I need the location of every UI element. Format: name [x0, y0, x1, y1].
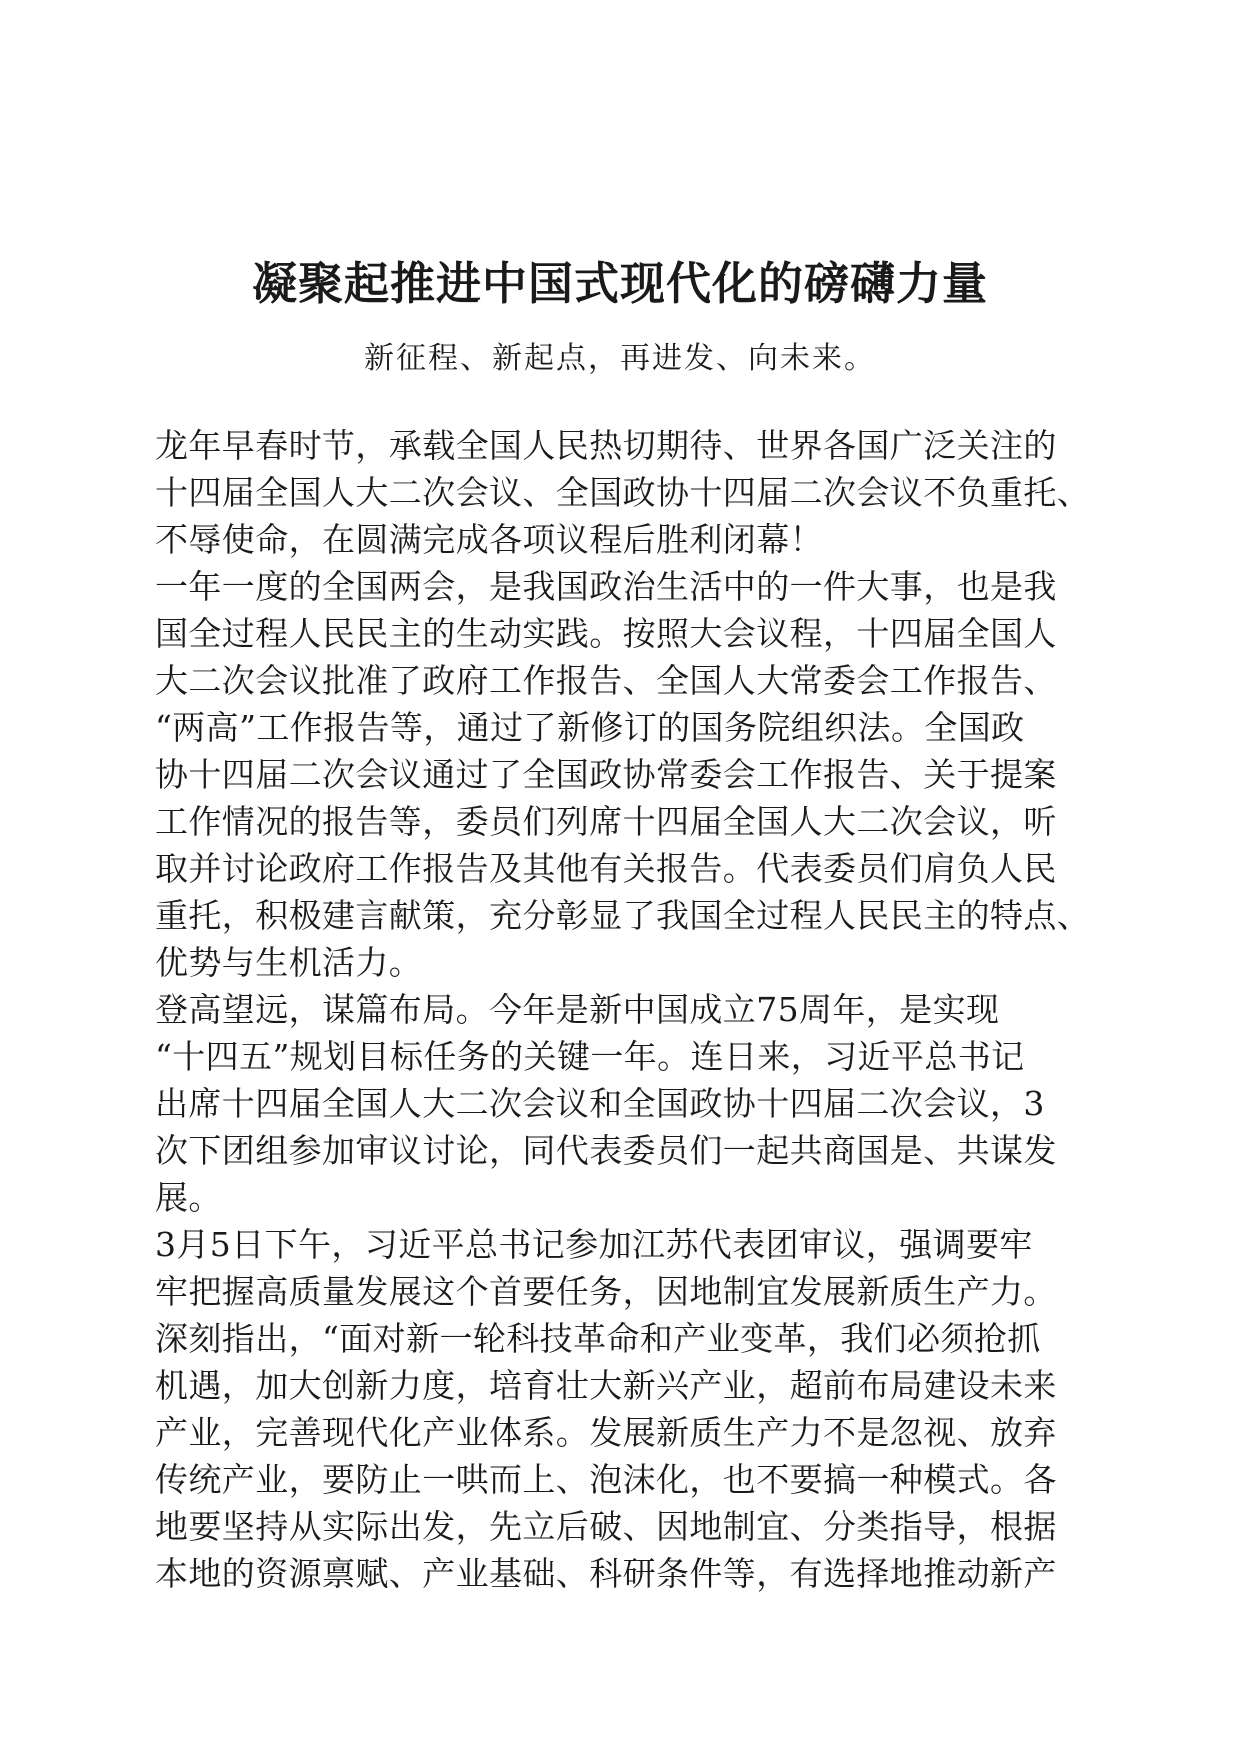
body-line: 本地的资源禀赋、产业基础、科研条件等，有选择地推动新产	[155, 1554, 1057, 1593]
body-line: 3月5日下午，习近平总书记参加江苏代表团审议，强调要牢	[155, 1225, 1033, 1264]
body-line: 十四届全国人大二次会议、全国政协十四届二次会议不负重托、	[155, 473, 1091, 512]
body-line: 传统产业，要防止一哄而上、泡沫化，也不要搞一种模式。各	[155, 1460, 1057, 1499]
body-line: 一年一度的全国两会，是我国政治生活中的一件大事，也是我	[155, 567, 1057, 606]
body-line: 重托，积极建言献策，充分彰显了我国全过程人民民主的特点、	[155, 896, 1091, 935]
body-line: 牢把握高质量发展这个首要任务，因地制宜发展新质生产力。	[155, 1272, 1057, 1311]
body-line: 次下团组参加审议讨论，同代表委员们一起共商国是、共谋发	[155, 1131, 1057, 1170]
body-line: 工作情况的报告等，委员们列席十四届全国人大二次会议，听	[155, 802, 1057, 841]
body-line: 龙年早春时节，承载全国人民热切期待、世界各国广泛关注的	[155, 426, 1057, 465]
body-line: 出席十四届全国人大二次会议和全国政协十四届二次会议，3	[155, 1084, 1045, 1123]
body-line: 优势与生机活力。	[155, 943, 423, 982]
body-line: 产业，完善现代化产业体系。发展新质生产力不是忽视、放弃	[155, 1413, 1057, 1452]
body-line: “两高”工作报告等，通过了新修订的国务院组织法。全国政	[155, 708, 1025, 747]
body-line: 取并讨论政府工作报告及其他有关报告。代表委员们肩负人民	[155, 849, 1057, 888]
body-line: 国全过程人民民主的生动实践。按照大会议程，十四届全国人	[155, 614, 1057, 653]
body-line: 登高望远，谋篇布局。今年是新中国成立75周年，是实现	[155, 990, 1000, 1029]
body-line: 协十四届二次会议通过了全国政协常委会工作报告、关于提案	[155, 755, 1057, 794]
body-line: 展。	[155, 1178, 222, 1217]
document-title: 凝聚起推进中国式现代化的磅礴力量	[251, 257, 988, 310]
body-line: “十四五”规划目标任务的关键一年。连日来，习近平总书记	[155, 1037, 1025, 1076]
body-line: 不辱使命，在圆满完成各项议程后胜利闭幕！	[155, 520, 823, 559]
body-line: 大二次会议批准了政府工作报告、全国人大常委会工作报告、	[155, 661, 1057, 700]
body-line: 地要坚持从实际出发，先立后破、因地制宜、分类指导，根据	[155, 1507, 1057, 1546]
body-line: 机遇，加大创新力度，培育壮大新兴产业，超前布局建设未来	[155, 1366, 1057, 1405]
document-subtitle: 新征程、新起点，再进发、向未来。	[364, 341, 876, 376]
body-line: 深刻指出，“面对新一轮科技革命和产业变革，我们必须抢抓	[155, 1319, 1041, 1358]
